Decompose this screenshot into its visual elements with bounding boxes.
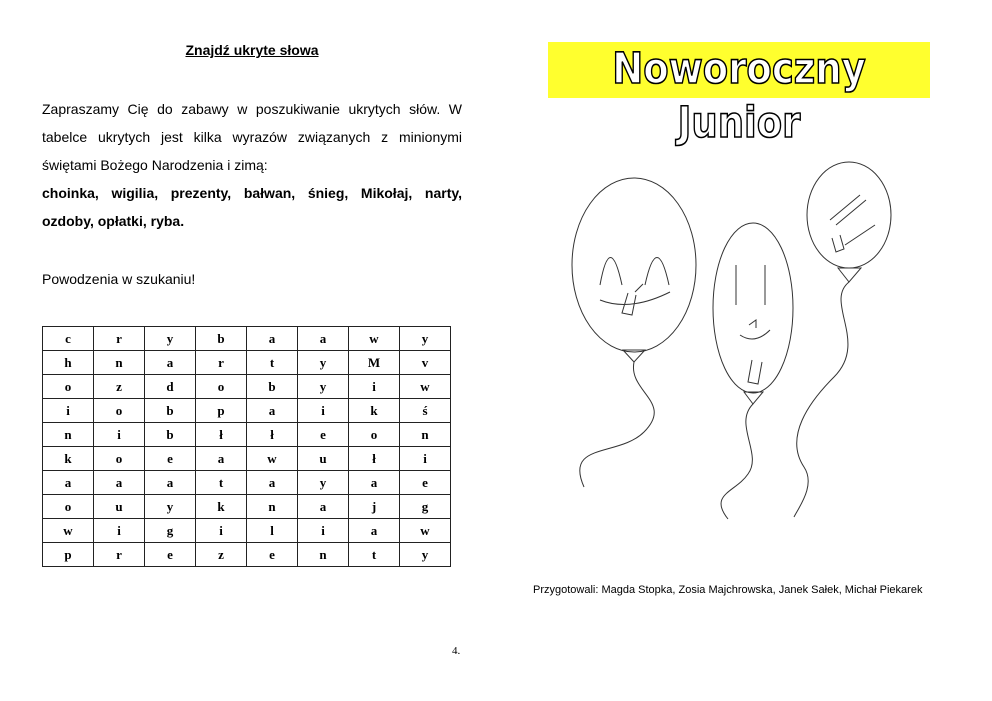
balloon-left xyxy=(572,178,696,487)
grid-cell: b xyxy=(196,327,247,351)
grid-cell: g xyxy=(145,519,196,543)
grid-cell: a xyxy=(298,327,349,351)
grid-cell: t xyxy=(196,471,247,495)
grid-cell: p xyxy=(196,399,247,423)
grid-cell: a xyxy=(247,327,298,351)
grid-cell: n xyxy=(298,543,349,567)
grid-row xyxy=(43,399,451,423)
grid-cell: y xyxy=(298,375,349,399)
grid-cell: a xyxy=(247,471,298,495)
grid-cell: i xyxy=(349,375,400,399)
grid-cell: a xyxy=(349,471,400,495)
grid-cell: a xyxy=(145,471,196,495)
grid-cell: a xyxy=(349,519,400,543)
grid-cell: y xyxy=(298,351,349,375)
grid-cell: j xyxy=(349,495,400,519)
grid-cell: e xyxy=(247,543,298,567)
grid-cell: l xyxy=(247,519,298,543)
grid-row xyxy=(43,327,451,351)
grid-cell: p xyxy=(43,543,94,567)
grid-cell: e xyxy=(400,471,451,495)
grid-cell: n xyxy=(247,495,298,519)
grid-cell: ś xyxy=(400,399,451,423)
grid-cell: b xyxy=(145,423,196,447)
grid-row xyxy=(43,375,451,399)
grid-cell: z xyxy=(196,543,247,567)
hidden-words-list: choinka, wigilia, prezenty, bałwan, śnieg, Mikołaj, narty, ozdoby, opłatki, ryba. xyxy=(42,185,462,229)
grid-cell: v xyxy=(400,351,451,375)
page-number: 4. xyxy=(452,645,461,657)
grid-row xyxy=(43,543,451,567)
grid-cell: u xyxy=(94,495,145,519)
grid-cell: u xyxy=(298,447,349,471)
grid-cell: z xyxy=(94,375,145,399)
grid-cell: w xyxy=(400,375,451,399)
grid-cell: w xyxy=(247,447,298,471)
grid-row xyxy=(43,519,451,543)
grid-cell: k xyxy=(43,447,94,471)
grid-cell: a xyxy=(94,471,145,495)
grid-row xyxy=(43,495,451,519)
grid-cell: h xyxy=(43,351,94,375)
good-luck-text: Powodzenia w szukaniu! xyxy=(42,271,196,287)
balloon-right xyxy=(794,162,891,517)
grid-cell: o xyxy=(43,375,94,399)
grid-cell: o xyxy=(94,399,145,423)
grid-cell: o xyxy=(94,447,145,471)
grid-cell: i xyxy=(196,519,247,543)
word-search-grid xyxy=(42,326,451,567)
grid-cell: t xyxy=(349,543,400,567)
grid-cell: a xyxy=(43,471,94,495)
balloons-illustration xyxy=(540,160,960,580)
grid-cell: o xyxy=(196,375,247,399)
grid-cell: ł xyxy=(247,423,298,447)
grid-cell: e xyxy=(145,543,196,567)
grid-row xyxy=(43,447,451,471)
grid-cell: i xyxy=(298,399,349,423)
grid-cell: r xyxy=(196,351,247,375)
grid-cell: o xyxy=(349,423,400,447)
grid-row xyxy=(43,471,451,495)
grid-cell: r xyxy=(94,327,145,351)
grid-cell: w xyxy=(349,327,400,351)
grid-cell: y xyxy=(145,327,196,351)
grid-cell: w xyxy=(400,519,451,543)
grid-cell: w xyxy=(43,519,94,543)
grid-cell: i xyxy=(400,447,451,471)
grid-cell: o xyxy=(43,495,94,519)
grid-cell: a xyxy=(298,495,349,519)
grid-cell: e xyxy=(145,447,196,471)
grid-cell: a xyxy=(196,447,247,471)
grid-cell: n xyxy=(94,351,145,375)
grid-cell: g xyxy=(400,495,451,519)
grid-cell: n xyxy=(400,423,451,447)
grid-cell: M xyxy=(349,351,400,375)
grid-cell: i xyxy=(298,519,349,543)
grid-row xyxy=(43,423,451,447)
grid-cell: i xyxy=(94,423,145,447)
grid-cell: i xyxy=(43,399,94,423)
grid-cell: r xyxy=(94,543,145,567)
grid-cell: i xyxy=(94,519,145,543)
grid-cell: n xyxy=(43,423,94,447)
grid-cell: d xyxy=(145,375,196,399)
balloon-middle xyxy=(713,223,793,519)
masthead-text: Noworoczny Junior xyxy=(612,44,866,148)
grid-row xyxy=(43,351,451,375)
grid-cell: ł xyxy=(196,423,247,447)
grid-cell: t xyxy=(247,351,298,375)
grid-cell: ł xyxy=(349,447,400,471)
grid-cell: b xyxy=(145,399,196,423)
grid-cell: c xyxy=(43,327,94,351)
grid-cell: a xyxy=(145,351,196,375)
credits: Przygotowali: Magda Stopka, Zosia Majchrowska, Janek Sałek, Michał Piekarek xyxy=(533,584,923,596)
grid-cell: a xyxy=(247,399,298,423)
intro-paragraph: Zapraszamy Cię do zabawy w poszukiwanie ukrytych słów. W tabelce ukrytych jest kilka wyrazów związanych z minionymi świętami Bożego Narodzenia i zimą: xyxy=(42,101,462,173)
section-title: Znajdź ukryte słowa xyxy=(185,42,319,58)
grid-cell: y xyxy=(400,543,451,567)
grid-cell: y xyxy=(145,495,196,519)
grid-cell: y xyxy=(298,471,349,495)
grid-cell: k xyxy=(196,495,247,519)
grid-cell: b xyxy=(247,375,298,399)
grid-cell: e xyxy=(298,423,349,447)
masthead-title xyxy=(548,42,930,148)
grid-cell: k xyxy=(349,399,400,423)
grid-cell: y xyxy=(400,327,451,351)
